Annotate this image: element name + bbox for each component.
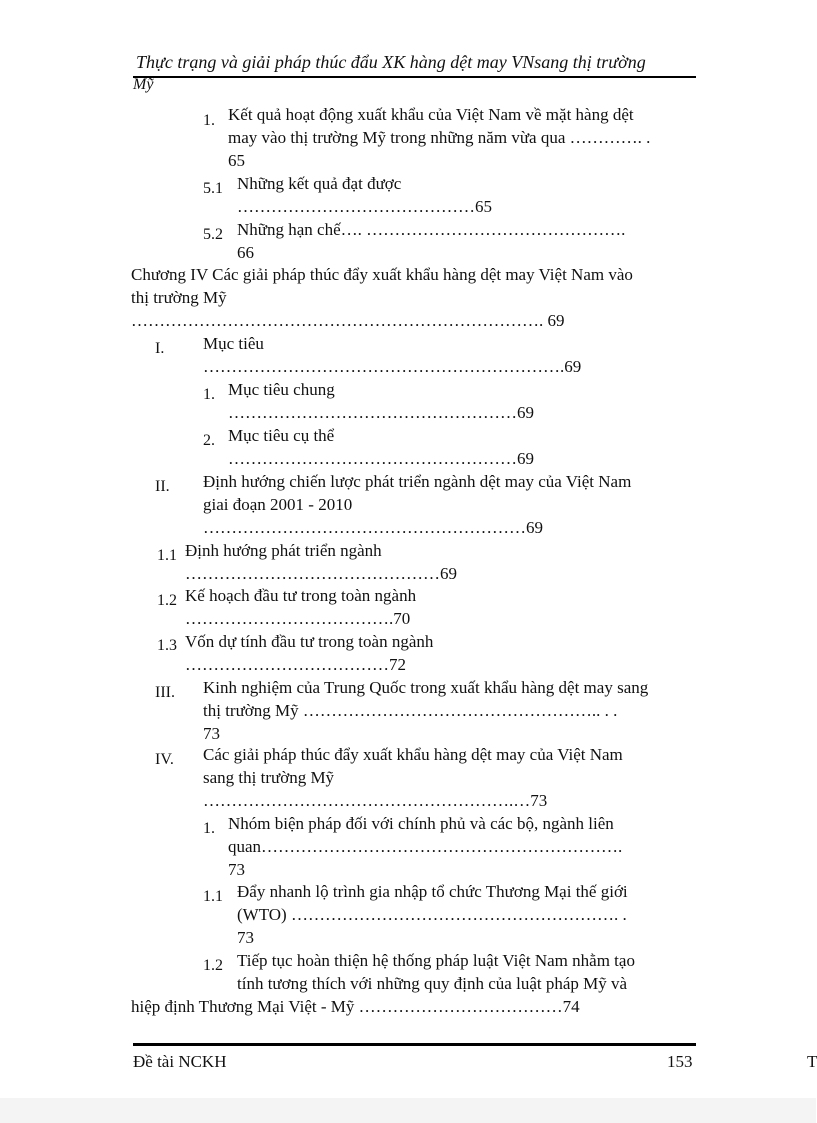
- footer-rule: [133, 1043, 696, 1046]
- toc-entry-text: hiệp định Thương Mại Việt - Mỹ ………………………………74: [131, 997, 580, 1016]
- toc-leader: …………………………………………………69: [203, 518, 543, 537]
- toc-entry-text: Những kết quả đạt được: [237, 174, 402, 193]
- toc-entry-text: quan……………………………………………………….: [228, 837, 623, 856]
- chapter-heading: thị trường Mỹ: [131, 288, 227, 307]
- toc-number: IV.: [155, 751, 174, 768]
- toc-leader: ………………………………………………………………. 69: [131, 311, 565, 330]
- toc-number: 5.1: [203, 180, 223, 197]
- chapter-heading: Chương IV Các giải pháp thúc đẩy xuất khẩu hàng dệt may Việt Nam vào: [131, 265, 633, 284]
- toc-entry-text: Kế hoạch đầu tư trong toàn ngành: [185, 586, 417, 605]
- toc-entry-text: Định hướng phát triển ngành: [185, 541, 382, 560]
- toc-entry-text: Những hạn chế…. ……………………………………….: [237, 220, 626, 239]
- toc-leader: ……………………………………………………….69: [203, 357, 582, 376]
- toc-leader: ………………………………………69: [185, 564, 457, 583]
- toc-entry-text: sang thị trường Mỹ: [203, 768, 335, 787]
- toc-entry-text: may vào thị trường Mỹ trong những năm vừa qua …………. .: [228, 128, 651, 147]
- toc-leader: ……………………………….70: [185, 609, 411, 628]
- toc-number: 5.2: [203, 226, 223, 243]
- toc-leader: ……………………………………65: [237, 197, 492, 216]
- toc-number: 1.2: [203, 957, 223, 974]
- toc-entry-text: Mục tiêu chung: [228, 380, 335, 399]
- toc-entry-text: Kinh nghiệm của Trung Quốc trong xuất khẩu hàng dệt may sang: [203, 678, 649, 697]
- toc-entry-text: Đẩy nhanh lộ trình gia nhập tổ chức Thương Mại thế giới: [237, 882, 628, 901]
- toc-entry-text: Nhóm biện pháp đối với chính phủ và các bộ, ngành liên: [228, 814, 614, 833]
- toc-leader: ……………………………………………69: [228, 449, 534, 468]
- toc-number: III.: [155, 684, 175, 701]
- running-header-line2: Mỹ: [133, 76, 154, 93]
- toc-entry-text: tính tương thích với những quy định của luật pháp Mỹ và: [237, 974, 628, 993]
- edge-character: T: [807, 1052, 817, 1071]
- toc-entry-text: Mục tiêu cụ thể: [228, 426, 335, 445]
- toc-entry-text: Định hướng chiến lược phát triển ngành dệt may của Việt Nam: [203, 472, 632, 491]
- toc-number: 1.3: [157, 637, 177, 654]
- toc-number: 1.: [203, 112, 215, 129]
- toc-number: 1.1: [203, 888, 223, 905]
- toc-number: 1.: [203, 820, 215, 837]
- toc-entry-text: Vốn dự tính đầu tư trong toàn ngành: [185, 632, 434, 651]
- toc-page-number: 65: [228, 151, 245, 170]
- toc-number: 2.: [203, 432, 215, 449]
- toc-page-number: 73: [237, 928, 254, 947]
- toc-entry-text: Tiếp tục hoàn thiện hệ thống pháp luật Việt Nam nhằm tạo: [237, 951, 635, 970]
- running-header-line1: Thực trạng và giải pháp thúc đẩu XK hàng dệt may VNsang thị trường: [136, 52, 646, 72]
- footer-title: Đề tài NCKH: [133, 1052, 227, 1071]
- toc-number: 1.2: [157, 592, 177, 609]
- header-rule: [133, 76, 696, 78]
- toc-entry-text: giai đoạn 2001 - 2010: [203, 495, 353, 514]
- toc-entry-text: Kết quả hoạt động xuất khẩu của Việt Nam về mặt hàng dệt: [228, 105, 634, 124]
- toc-number: 1.1: [157, 547, 177, 564]
- toc-page-number: 73: [203, 724, 220, 743]
- toc-leader: ……………………………………………….…73: [203, 791, 548, 810]
- toc-entry-text: Các giải pháp thúc đẩy xuất khẩu hàng dệt may của Việt Nam: [203, 745, 623, 764]
- page-bottom-margin: [0, 1098, 816, 1123]
- toc-page-number: 66: [237, 243, 254, 262]
- page-number: 153: [667, 1052, 693, 1071]
- toc-entry-text: (WTO) …………………………………………………. .: [237, 905, 627, 924]
- toc-leader: ……………………………………………69: [228, 403, 534, 422]
- toc-leader: ………………………………72: [185, 655, 406, 674]
- toc-number: 1.: [203, 386, 215, 403]
- toc-entry-text: thị trường Mỹ …………………………………………….. . .: [203, 701, 618, 720]
- toc-page-number: 73: [228, 860, 245, 879]
- toc-number: I.: [155, 340, 165, 357]
- toc-entry-text: Mục tiêu: [203, 334, 264, 353]
- toc-number: II.: [155, 478, 170, 495]
